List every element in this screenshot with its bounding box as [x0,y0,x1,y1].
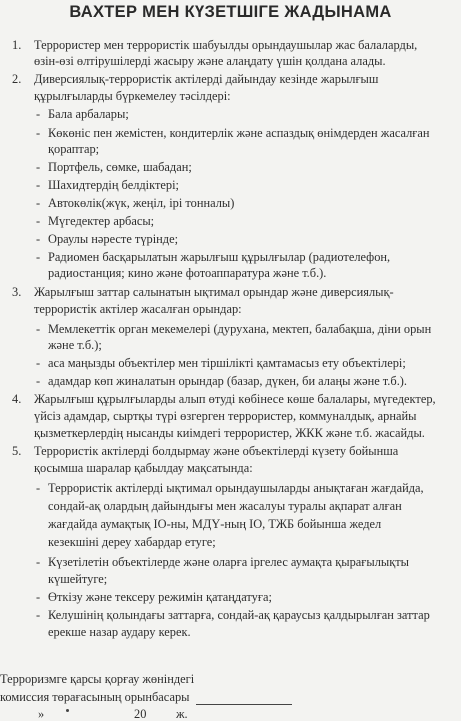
sub-item-text: Мемлекеттік орган мекемелері (дурухана, мектеп, балабақша, діни орын [48,322,432,336]
sub-item-text: сондай-ақ олардың дайындығы мен жасалуы туралы ақпарат алған [48,499,402,513]
sub-item-text: ерекше назар аудару керек. [48,625,191,639]
item-text-line: үйсіз адамдар, сыртқы түрі өзгерген террористер, коммуналдық, арнайы [34,409,417,423]
item-text-line: қызметкерлердің нысанды киімдегі террористер, ЖКК және т.б. жасайды. [34,426,425,440]
ink-mark [66,709,69,712]
sub-item-text: кезекшіні дереу хабардар етуге; [48,535,216,549]
bullet-dash: - [36,356,41,370]
bullet-dash: - [36,481,41,495]
item-number: 2. [12,72,22,86]
sub-item-text: Өткізу және тексеру режимін қатаңдатуға; [48,590,272,604]
sub-item-text: радиостанция; кино және фотоаппаратура және т.б.). [48,266,327,280]
sub-item-text: аса маңызды объектілер мен тіршілікті қамтамасыз ету объектілері; [48,356,406,370]
item-text-line: қосымша шаралар қабылдау мақсатында: [34,461,253,475]
date-year-prefix: 20 [134,707,147,721]
bullet-dash: - [36,126,41,140]
signature-line [196,704,292,705]
sub-item-text: және т.б.); [48,338,102,352]
sub-item-text: күшейтуге; [48,572,108,586]
item-text-line: Террористер мен террористік шабуылды орындаушылар жас балаларды, [34,38,418,52]
sub-item-text: Шахидтердің белдіктері; [48,178,179,192]
item-number: 1. [12,38,22,52]
item-text-line: құрылғыларды бүркемелеу тәсілдері: [34,89,231,103]
bullet-dash: - [36,590,41,604]
item-text-line: өзін-өзі өлтірушілерді жасыру және алаңдату үшін қолдана алады. [34,54,386,68]
sub-item-text: Бала арбалары; [48,107,129,121]
sub-item-text: қораптар; [48,142,100,156]
sub-item-text: Көкөніс пен жемістен, кондитерлік және аспаздық өнімдерден жасалған [48,126,430,140]
item-text-line: Террористік актілерді болдырмау және объектілерді күзету бойынша [34,444,399,458]
date-year-suffix: ж. [176,707,188,721]
signature-position-line1: Терроризмге қарсы қорғау жөніндегі [0,672,195,686]
bullet-dash: - [36,107,41,121]
sub-item-text: Мүгедектер арбасы; [48,214,155,228]
sub-item-text: Автокөлік(жүк, жеңіл, ірі тонналы) [48,196,235,210]
item-text-line: Жарылғыш заттар салынатын ықтимал орындар және диверсиялық- [34,285,394,299]
item-text-line: Диверсиялық-террористік актілерді дайындау кезінде жарылғыш [34,72,379,86]
bullet-dash: - [36,322,41,336]
document-title: ВАХТЕР МЕН КҮЗЕТШІГЕ ЖАДЫНАМА [69,3,392,21]
sub-item-text: Келушінің қолындағы заттарға, сондай-ақ қараусыз қалдырылған заттар [48,608,430,622]
bullet-dash: - [36,178,41,192]
bullet-dash: - [36,608,41,622]
sub-item-text: Террористік актілерді ықтимал орындаушыларды анықтаған жағдайда, [48,481,424,495]
sub-item-text: Күзетілетін объектілерде және оларға іргелес аумақта қырағылықты [48,555,409,569]
bullet-dash: - [36,250,41,264]
sub-item-text: адамдар көп жиналатын орындар (базар, дүкен, би алаңы және т.б.). [48,374,408,388]
sub-item-text: Ораулы нәресте түрінде; [48,232,179,246]
item-text-line: Жарылғыш құрылғыларды алып өтуді көбінесе көше балалары, мүгедектер, [34,392,436,406]
date-quote: » [38,707,45,721]
sub-item-text: Радиомен басқарылатын жарылғыш құрылғылар (радиотелефон, [48,250,391,264]
bullet-dash: - [36,374,41,388]
bullet-dash: - [36,232,41,246]
item-number: 3. [12,285,22,299]
item-number: 5. [12,444,22,458]
bullet-dash: - [36,214,41,228]
signature-position-line2: комиссия төрағасының орынбасары [0,690,190,704]
sub-item-text: жағдайда аумақтық ІО-ны, МДҮ-ның ІО, ТЖБ бойынша жедел [48,517,382,531]
bullet-dash: - [36,196,41,210]
bullet-dash: - [36,160,41,174]
sub-item-text: Портфель, сөмке, шабадан; [48,160,192,174]
item-text-line: террористік актілер жасалған орындар: [34,302,242,316]
bullet-dash: - [36,555,41,569]
item-number: 4. [12,392,22,406]
